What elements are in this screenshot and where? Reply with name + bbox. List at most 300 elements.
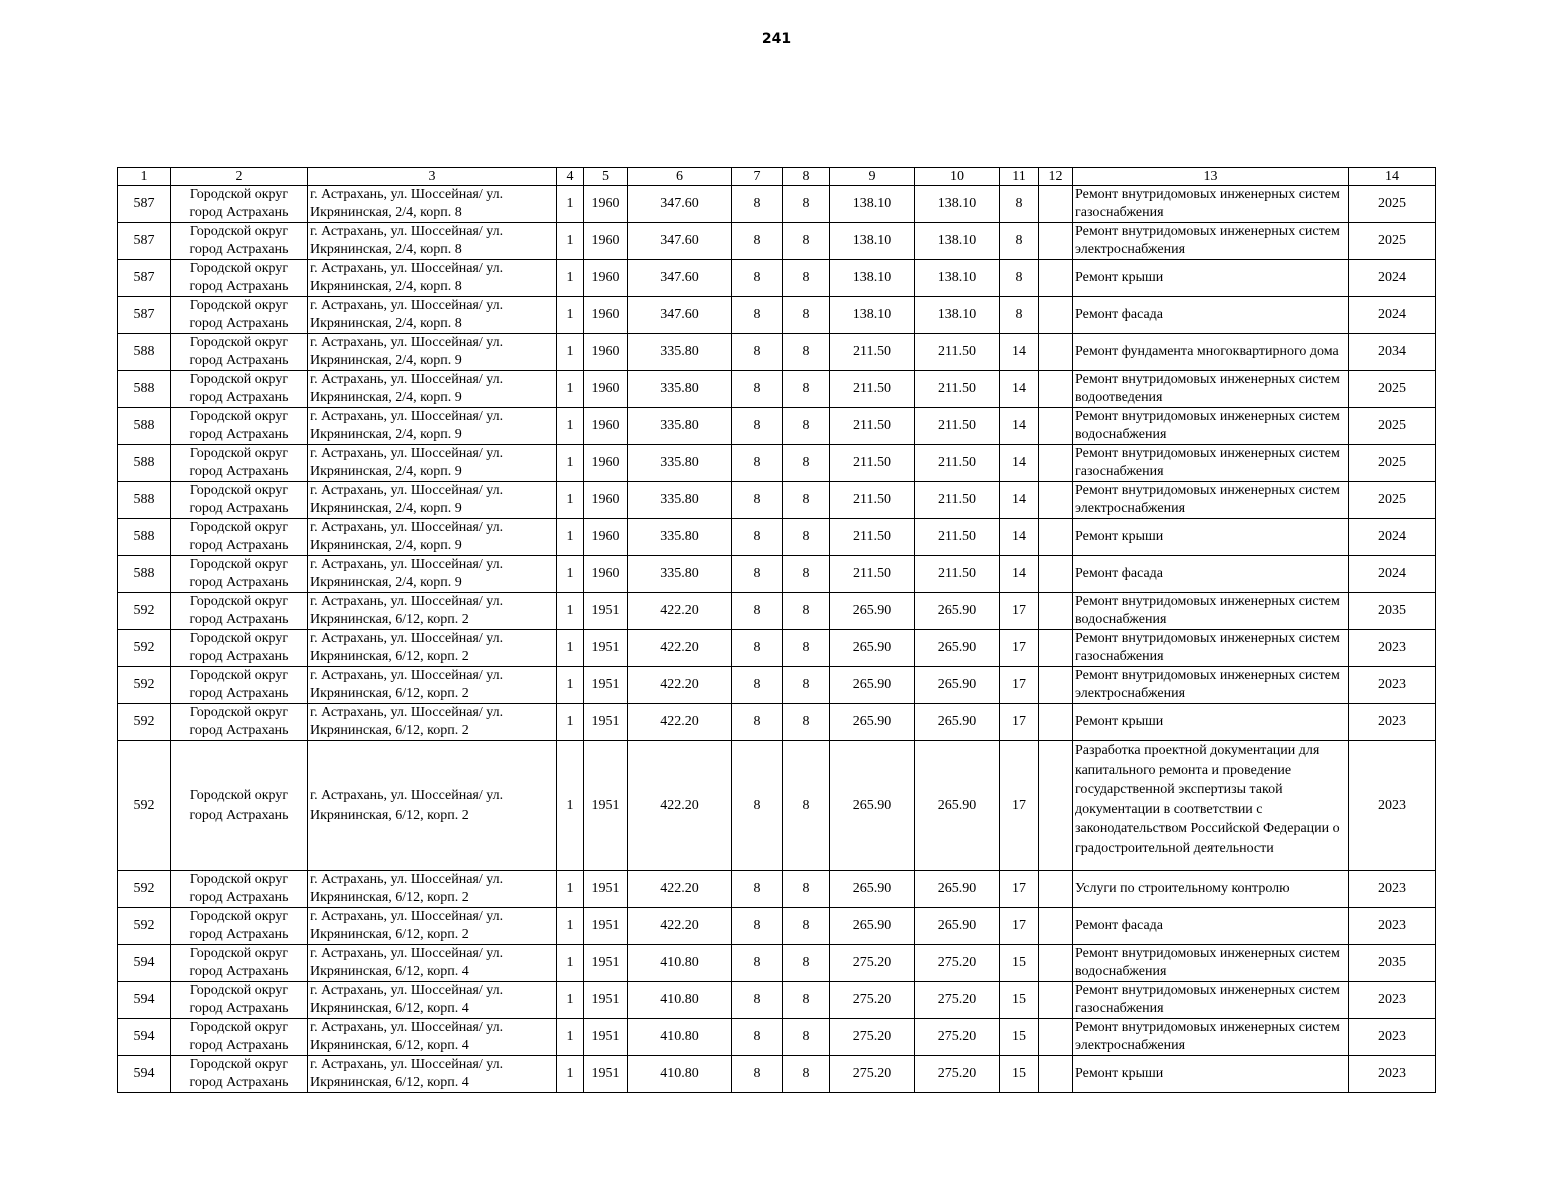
cell-col-7: 8: [732, 408, 783, 445]
column-header: 2: [171, 168, 308, 186]
cell-col-11: 17: [1000, 704, 1039, 741]
cell-col-6: 410.80: [628, 1056, 732, 1093]
planned-year-cell: 2024: [1349, 260, 1436, 297]
build-year-cell: 1960: [584, 482, 628, 519]
cell-col-9: 138.10: [830, 223, 915, 260]
cell-col-9: 211.50: [830, 482, 915, 519]
cell-col-11: 14: [1000, 519, 1039, 556]
address-cell: г. Астрахань, ул. Шоссейная/ ул. Икрянинская, 6/12, корп. 2: [308, 704, 557, 741]
planned-year-cell: 2024: [1349, 556, 1436, 593]
table-row: [118, 871, 1436, 908]
header-row: [118, 168, 1436, 186]
cell-col-9: 265.90: [830, 871, 915, 908]
cell-col-7: 8: [732, 519, 783, 556]
cell-col-8: 8: [783, 556, 830, 593]
cell-col-10: 275.20: [915, 982, 1000, 1019]
column-header: 14: [1349, 168, 1436, 186]
cell-col-9: 275.20: [830, 1056, 915, 1093]
table-row: [118, 556, 1436, 593]
cell-col-6: 347.60: [628, 297, 732, 334]
address-cell: г. Астрахань, ул. Шоссейная/ ул. Икрянинская, 2/4, корп. 9: [308, 334, 557, 371]
address-cell: г. Астрахань, ул. Шоссейная/ ул. Икрянинская, 2/4, корп. 9: [308, 519, 557, 556]
work-type-cell: Ремонт внутридомовых инженерных систем электроснабжения: [1073, 1019, 1349, 1056]
cell-col-12: [1039, 445, 1073, 482]
cell-col-10: 265.90: [915, 667, 1000, 704]
address-cell: г. Астрахань, ул. Шоссейная/ ул. Икрянинская, 6/12, корп. 2: [308, 908, 557, 945]
work-type-cell: Ремонт фундамента многоквартирного дома: [1073, 334, 1349, 371]
cell-col-6: 347.60: [628, 223, 732, 260]
row-number-cell: 588: [118, 482, 171, 519]
municipality-cell: Городской округ город Астрахань: [171, 908, 308, 945]
cell-col-10: 265.90: [915, 908, 1000, 945]
municipality-cell: Городской округ город Астрахань: [171, 371, 308, 408]
cell-col-11: 15: [1000, 1019, 1039, 1056]
cell-col-7: 8: [732, 667, 783, 704]
cell-col-4: 1: [557, 982, 584, 1019]
table-row: [118, 371, 1436, 408]
cell-col-6: 335.80: [628, 371, 732, 408]
cell-col-8: 8: [783, 1056, 830, 1093]
column-header: 5: [584, 168, 628, 186]
municipality-cell: Городской округ город Астрахань: [171, 223, 308, 260]
work-type-cell: Ремонт внутридомовых инженерных систем электроснабжения: [1073, 223, 1349, 260]
cell-col-8: 8: [783, 945, 830, 982]
column-header: 3: [308, 168, 557, 186]
table-row: [118, 908, 1436, 945]
cell-col-11: 8: [1000, 186, 1039, 223]
cell-col-4: 1: [557, 1056, 584, 1093]
cell-col-10: 211.50: [915, 371, 1000, 408]
cell-col-8: 8: [783, 371, 830, 408]
cell-col-4: 1: [557, 297, 584, 334]
cell-col-12: [1039, 556, 1073, 593]
cell-col-6: 422.20: [628, 704, 732, 741]
page-number: 241: [761, 31, 792, 47]
cell-col-12: [1039, 1019, 1073, 1056]
address-cell: г. Астрахань, ул. Шоссейная/ ул. Икрянинская, 6/12, корп. 4: [308, 1056, 557, 1093]
municipality-cell: Городской округ город Астрахань: [171, 593, 308, 630]
row-number-cell: 592: [118, 704, 171, 741]
row-number-cell: 587: [118, 260, 171, 297]
work-type-cell: Ремонт внутридомовых инженерных систем электроснабжения: [1073, 482, 1349, 519]
cell-col-4: 1: [557, 519, 584, 556]
cell-col-10: 138.10: [915, 297, 1000, 334]
build-year-cell: 1951: [584, 593, 628, 630]
cell-col-8: 8: [783, 1019, 830, 1056]
cell-col-12: [1039, 1056, 1073, 1093]
work-type-cell: Услуги по строительному контролю: [1073, 871, 1349, 908]
planned-year-cell: 2025: [1349, 408, 1436, 445]
cell-col-11: 14: [1000, 371, 1039, 408]
cell-col-10: 265.90: [915, 871, 1000, 908]
row-number-cell: 594: [118, 945, 171, 982]
work-type-cell: Разработка проектной документации для капитального ремонта и проведение государственной экспертизы такой документации в соответствии с законодательством Российской Федерации о градостроительной деятельности: [1073, 741, 1349, 871]
table-row: [118, 408, 1436, 445]
cell-col-8: 8: [783, 334, 830, 371]
cell-col-7: 8: [732, 297, 783, 334]
address-cell: г. Астрахань, ул. Шоссейная/ ул. Икрянинская, 6/12, корп. 2: [308, 741, 557, 871]
work-type-cell: Ремонт фасада: [1073, 908, 1349, 945]
cell-col-10: 275.20: [915, 945, 1000, 982]
municipality-cell: Городской округ город Астрахань: [171, 519, 308, 556]
planned-year-cell: 2023: [1349, 630, 1436, 667]
cell-col-9: 211.50: [830, 334, 915, 371]
cell-col-9: 275.20: [830, 945, 915, 982]
work-type-cell: Ремонт внутридомовых инженерных систем газоснабжения: [1073, 186, 1349, 223]
cell-col-4: 1: [557, 704, 584, 741]
cell-col-9: 265.90: [830, 630, 915, 667]
build-year-cell: 1951: [584, 908, 628, 945]
work-type-cell: Ремонт внутридомовых инженерных систем водоснабжения: [1073, 593, 1349, 630]
column-header: 7: [732, 168, 783, 186]
cell-col-4: 1: [557, 667, 584, 704]
work-type-cell: Ремонт внутридомовых инженерных систем водоснабжения: [1073, 945, 1349, 982]
cell-col-12: [1039, 482, 1073, 519]
cell-col-9: 265.90: [830, 593, 915, 630]
cell-col-10: 211.50: [915, 408, 1000, 445]
row-number-cell: 592: [118, 908, 171, 945]
municipality-cell: Городской округ город Астрахань: [171, 297, 308, 334]
cell-col-12: [1039, 186, 1073, 223]
cell-col-12: [1039, 519, 1073, 556]
row-number-cell: 587: [118, 223, 171, 260]
planned-year-cell: 2023: [1349, 741, 1436, 871]
cell-col-8: 8: [783, 445, 830, 482]
cell-col-7: 8: [732, 704, 783, 741]
cell-col-6: 422.20: [628, 667, 732, 704]
address-cell: г. Астрахань, ул. Шоссейная/ ул. Икрянинская, 2/4, корп. 9: [308, 371, 557, 408]
cell-col-9: 265.90: [830, 704, 915, 741]
cell-col-9: 211.50: [830, 519, 915, 556]
cell-col-7: 8: [732, 445, 783, 482]
cell-col-11: 17: [1000, 630, 1039, 667]
cell-col-6: 422.20: [628, 908, 732, 945]
cell-col-11: 8: [1000, 223, 1039, 260]
cell-col-12: [1039, 223, 1073, 260]
row-number-cell: 592: [118, 630, 171, 667]
cell-col-8: 8: [783, 871, 830, 908]
planned-year-cell: 2023: [1349, 1056, 1436, 1093]
cell-col-8: 8: [783, 667, 830, 704]
build-year-cell: 1960: [584, 297, 628, 334]
cell-col-11: 17: [1000, 593, 1039, 630]
cell-col-7: 8: [732, 1056, 783, 1093]
cell-col-4: 1: [557, 945, 584, 982]
cell-col-6: 335.80: [628, 445, 732, 482]
cell-col-7: 8: [732, 371, 783, 408]
build-year-cell: 1951: [584, 871, 628, 908]
work-type-cell: Ремонт внутридомовых инженерных систем газоснабжения: [1073, 445, 1349, 482]
address-cell: г. Астрахань, ул. Шоссейная/ ул. Икрянинская, 6/12, корп. 4: [308, 982, 557, 1019]
cell-col-12: [1039, 945, 1073, 982]
cell-col-4: 1: [557, 1019, 584, 1056]
work-type-cell: Ремонт внутридомовых инженерных систем электроснабжения: [1073, 667, 1349, 704]
table-row: [118, 482, 1436, 519]
cell-col-10: 211.50: [915, 519, 1000, 556]
address-cell: г. Астрахань, ул. Шоссейная/ ул. Икрянинская, 6/12, корп. 2: [308, 593, 557, 630]
municipality-cell: Городской округ город Астрахань: [171, 945, 308, 982]
cell-col-9: 138.10: [830, 260, 915, 297]
cell-col-9: 265.90: [830, 908, 915, 945]
row-number-cell: 592: [118, 871, 171, 908]
cell-col-8: 8: [783, 704, 830, 741]
cell-col-7: 8: [732, 223, 783, 260]
row-number-cell: 592: [118, 741, 171, 871]
cell-col-6: 335.80: [628, 334, 732, 371]
cell-col-6: 347.60: [628, 260, 732, 297]
column-header: 1: [118, 168, 171, 186]
cell-col-12: [1039, 630, 1073, 667]
cell-col-7: 8: [732, 334, 783, 371]
cell-col-9: 211.50: [830, 408, 915, 445]
column-header: 13: [1073, 168, 1349, 186]
municipality-cell: Городской округ город Астрахань: [171, 482, 308, 519]
cell-col-12: [1039, 593, 1073, 630]
cell-col-7: 8: [732, 871, 783, 908]
planned-year-cell: 2023: [1349, 871, 1436, 908]
column-header: 4: [557, 168, 584, 186]
cell-col-7: 8: [732, 630, 783, 667]
table-row: [118, 186, 1436, 223]
planned-year-cell: 2035: [1349, 593, 1436, 630]
table-row: [118, 297, 1436, 334]
table-row: [118, 1056, 1436, 1093]
build-year-cell: 1960: [584, 334, 628, 371]
build-year-cell: 1951: [584, 982, 628, 1019]
table-row: [118, 519, 1436, 556]
table-row: [118, 445, 1436, 482]
cell-col-4: 1: [557, 371, 584, 408]
row-number-cell: 594: [118, 1056, 171, 1093]
cell-col-6: 410.80: [628, 945, 732, 982]
table-row: [118, 1019, 1436, 1056]
cell-col-6: 347.60: [628, 186, 732, 223]
table-row: [118, 593, 1436, 630]
column-header: 8: [783, 168, 830, 186]
cell-col-9: 138.10: [830, 186, 915, 223]
cell-col-10: 138.10: [915, 186, 1000, 223]
cell-col-12: [1039, 371, 1073, 408]
cell-col-12: [1039, 408, 1073, 445]
table-row: [118, 704, 1436, 741]
build-year-cell: 1951: [584, 1019, 628, 1056]
cell-col-7: 8: [732, 482, 783, 519]
cell-col-11: 14: [1000, 482, 1039, 519]
cell-col-12: [1039, 982, 1073, 1019]
planned-year-cell: 2023: [1349, 704, 1436, 741]
address-cell: г. Астрахань, ул. Шоссейная/ ул. Икрянинская, 6/12, корп. 2: [308, 667, 557, 704]
cell-col-8: 8: [783, 741, 830, 871]
cell-col-11: 14: [1000, 408, 1039, 445]
cell-col-4: 1: [557, 408, 584, 445]
cell-col-6: 422.20: [628, 593, 732, 630]
row-number-cell: 592: [118, 667, 171, 704]
planned-year-cell: 2023: [1349, 908, 1436, 945]
table-row: [118, 223, 1436, 260]
cell-col-10: 211.50: [915, 445, 1000, 482]
row-number-cell: 587: [118, 297, 171, 334]
cell-col-10: 211.50: [915, 482, 1000, 519]
planned-year-cell: 2023: [1349, 667, 1436, 704]
address-cell: г. Астрахань, ул. Шоссейная/ ул. Икрянинская, 2/4, корп. 8: [308, 186, 557, 223]
column-header: 10: [915, 168, 1000, 186]
work-type-cell: Ремонт крыши: [1073, 260, 1349, 297]
cell-col-4: 1: [557, 593, 584, 630]
build-year-cell: 1960: [584, 186, 628, 223]
cell-col-6: 335.80: [628, 408, 732, 445]
address-cell: г. Астрахань, ул. Шоссейная/ ул. Икрянинская, 2/4, корп. 9: [308, 408, 557, 445]
cell-col-8: 8: [783, 482, 830, 519]
cell-col-12: [1039, 297, 1073, 334]
cell-col-6: 422.20: [628, 741, 732, 871]
cell-col-7: 8: [732, 982, 783, 1019]
cell-col-10: 138.10: [915, 260, 1000, 297]
build-year-cell: 1960: [584, 445, 628, 482]
row-number-cell: 588: [118, 371, 171, 408]
table-body: [118, 186, 1436, 1093]
cell-col-11: 14: [1000, 334, 1039, 371]
cell-col-7: 8: [732, 593, 783, 630]
work-type-cell: Ремонт внутридомовых инженерных систем газоснабжения: [1073, 630, 1349, 667]
cell-col-11: 17: [1000, 741, 1039, 871]
build-year-cell: 1960: [584, 371, 628, 408]
cell-col-9: 138.10: [830, 297, 915, 334]
cell-col-12: [1039, 260, 1073, 297]
registry-table: [117, 167, 1436, 1093]
column-header: 9: [830, 168, 915, 186]
build-year-cell: 1951: [584, 741, 628, 871]
row-number-cell: 588: [118, 445, 171, 482]
table-row: [118, 982, 1436, 1019]
row-number-cell: 594: [118, 982, 171, 1019]
cell-col-10: 211.50: [915, 334, 1000, 371]
cell-col-9: 211.50: [830, 556, 915, 593]
table-row: [118, 945, 1436, 982]
build-year-cell: 1951: [584, 667, 628, 704]
planned-year-cell: 2023: [1349, 1019, 1436, 1056]
row-number-cell: 587: [118, 186, 171, 223]
row-number-cell: 592: [118, 593, 171, 630]
cell-col-8: 8: [783, 982, 830, 1019]
municipality-cell: Городской округ город Астрахань: [171, 186, 308, 223]
address-cell: г. Астрахань, ул. Шоссейная/ ул. Икрянинская, 2/4, корп. 8: [308, 223, 557, 260]
planned-year-cell: 2025: [1349, 482, 1436, 519]
cell-col-8: 8: [783, 908, 830, 945]
cell-col-8: 8: [783, 260, 830, 297]
cell-col-10: 265.90: [915, 630, 1000, 667]
work-type-cell: Ремонт внутридомовых инженерных систем водоснабжения: [1073, 408, 1349, 445]
column-header: 11: [1000, 168, 1039, 186]
cell-col-12: [1039, 667, 1073, 704]
address-cell: г. Астрахань, ул. Шоссейная/ ул. Икрянинская, 2/4, корп. 8: [308, 260, 557, 297]
cell-col-7: 8: [732, 945, 783, 982]
cell-col-4: 1: [557, 445, 584, 482]
build-year-cell: 1951: [584, 630, 628, 667]
municipality-cell: Городской округ город Астрахань: [171, 704, 308, 741]
cell-col-12: [1039, 908, 1073, 945]
planned-year-cell: 2023: [1349, 982, 1436, 1019]
address-cell: г. Астрахань, ул. Шоссейная/ ул. Икрянинская, 2/4, корп. 8: [308, 297, 557, 334]
cell-col-7: 8: [732, 908, 783, 945]
municipality-cell: Городской округ город Астрахань: [171, 1056, 308, 1093]
cell-col-4: 1: [557, 260, 584, 297]
cell-col-9: 211.50: [830, 371, 915, 408]
row-number-cell: 588: [118, 519, 171, 556]
planned-year-cell: 2034: [1349, 334, 1436, 371]
municipality-cell: Городской округ город Астрахань: [171, 556, 308, 593]
planned-year-cell: 2025: [1349, 445, 1436, 482]
cell-col-10: 138.10: [915, 223, 1000, 260]
work-type-cell: Ремонт внутридомовых инженерных систем водоотведения: [1073, 371, 1349, 408]
cell-col-6: 335.80: [628, 556, 732, 593]
cell-col-11: 15: [1000, 982, 1039, 1019]
municipality-cell: Городской округ город Астрахань: [171, 667, 308, 704]
build-year-cell: 1960: [584, 408, 628, 445]
work-type-cell: Ремонт фасада: [1073, 297, 1349, 334]
cell-col-9: 275.20: [830, 1019, 915, 1056]
municipality-cell: Городской округ город Астрахань: [171, 871, 308, 908]
address-cell: г. Астрахань, ул. Шоссейная/ ул. Икрянинская, 2/4, корп. 9: [308, 482, 557, 519]
table-row: [118, 630, 1436, 667]
address-cell: г. Астрахань, ул. Шоссейная/ ул. Икрянинская, 6/12, корп. 2: [308, 871, 557, 908]
row-number-cell: 594: [118, 1019, 171, 1056]
row-number-cell: 588: [118, 556, 171, 593]
table-row: [118, 260, 1436, 297]
cell-col-9: 211.50: [830, 445, 915, 482]
cell-col-6: 410.80: [628, 982, 732, 1019]
cell-col-4: 1: [557, 334, 584, 371]
cell-col-6: 410.80: [628, 1019, 732, 1056]
cell-col-11: 17: [1000, 908, 1039, 945]
cell-col-4: 1: [557, 482, 584, 519]
table-row: [118, 741, 1436, 871]
cell-col-8: 8: [783, 408, 830, 445]
planned-year-cell: 2035: [1349, 945, 1436, 982]
cell-col-7: 8: [732, 186, 783, 223]
row-number-cell: 588: [118, 408, 171, 445]
cell-col-12: [1039, 741, 1073, 871]
work-type-cell: Ремонт крыши: [1073, 704, 1349, 741]
address-cell: г. Астрахань, ул. Шоссейная/ ул. Икрянинская, 6/12, корп. 4: [308, 945, 557, 982]
cell-col-11: 8: [1000, 260, 1039, 297]
cell-col-9: 265.90: [830, 667, 915, 704]
cell-col-8: 8: [783, 593, 830, 630]
cell-col-4: 1: [557, 223, 584, 260]
planned-year-cell: 2024: [1349, 297, 1436, 334]
cell-col-12: [1039, 871, 1073, 908]
cell-col-8: 8: [783, 223, 830, 260]
municipality-cell: Городской округ город Астрахань: [171, 741, 308, 871]
cell-col-11: 8: [1000, 297, 1039, 334]
cell-col-11: 14: [1000, 556, 1039, 593]
cell-col-11: 14: [1000, 445, 1039, 482]
municipality-cell: Городской округ город Астрахань: [171, 445, 308, 482]
cell-col-6: 335.80: [628, 519, 732, 556]
cell-col-11: 15: [1000, 945, 1039, 982]
planned-year-cell: 2024: [1349, 519, 1436, 556]
build-year-cell: 1951: [584, 945, 628, 982]
cell-col-7: 8: [732, 260, 783, 297]
municipality-cell: Городской округ город Астрахань: [171, 408, 308, 445]
address-cell: г. Астрахань, ул. Шоссейная/ ул. Икрянинская, 6/12, корп. 4: [308, 1019, 557, 1056]
work-type-cell: Ремонт фасада: [1073, 556, 1349, 593]
build-year-cell: 1951: [584, 704, 628, 741]
build-year-cell: 1951: [584, 1056, 628, 1093]
cell-col-11: 17: [1000, 871, 1039, 908]
cell-col-7: 8: [732, 741, 783, 871]
cell-col-10: 275.20: [915, 1019, 1000, 1056]
cell-col-4: 1: [557, 871, 584, 908]
